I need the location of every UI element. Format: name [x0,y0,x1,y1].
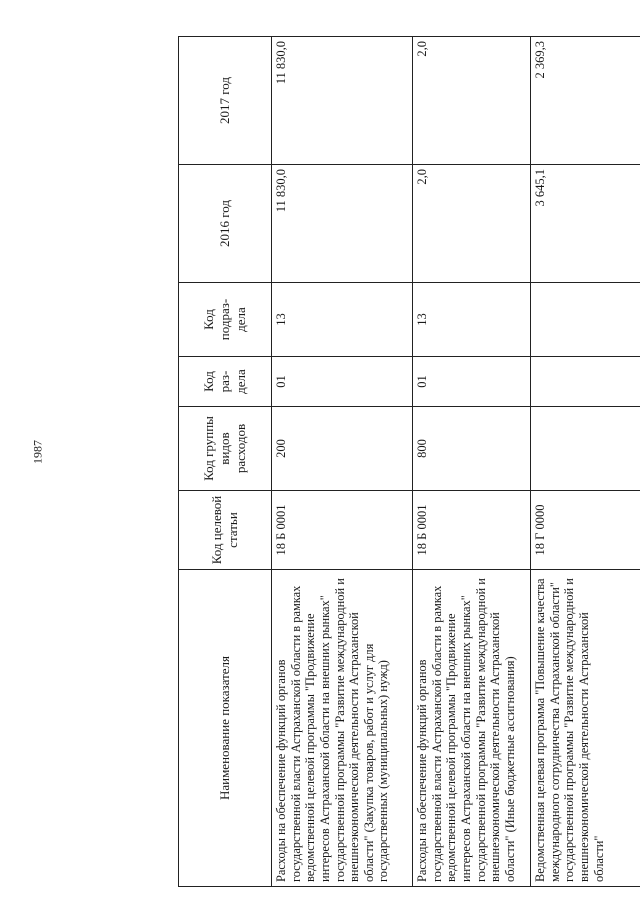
table-row [413,37,531,887]
page-number: 1987 [30,440,45,464]
cell-section: 01 [272,357,413,407]
cell-target-code: 18 Б 0001 [272,491,413,570]
cell-target-code: 18 Б 0001 [413,491,531,570]
cell-expense-group: 800 [413,407,531,491]
header-target-code: Код целевой статьи [179,491,272,570]
rotated-table-container [178,27,640,887]
header-2016: 2016 год [179,165,272,283]
cell-2016: 11 830,0 [272,165,413,283]
cell-subsection [531,283,640,357]
header-2017: 2017 год [179,37,272,165]
cell-name: Расходы на обеспечение функций органов государственной власти Астраханской области в рамках ведомственной целевой программы "Продвижение интересов Астраханской области на внешних рынках" государственной программы "Развитие международной и внешнеэкономической деятельности Астраханской области" (Иные бюджетные ассигнования) [413,570,531,887]
header-expense-group-code: Код группы видов расходов [179,407,272,491]
cell-expense-group: 200 [272,407,413,491]
cell-subsection: 13 [272,283,413,357]
cell-2017: 11 830,0 [272,37,413,165]
cell-2016: 2,0 [413,165,531,283]
cell-2017: 2 369,3 [531,37,640,165]
cell-section: 01 [413,357,531,407]
cell-expense-group [531,407,640,491]
table-row [531,37,640,887]
budget-table [178,36,640,887]
cell-2017: 2,0 [413,37,531,165]
header-section-code: Код раз- дела [179,357,272,407]
header-subsection-code: Код подраз- дела [179,283,272,357]
cell-2016: 3 645,1 [531,165,640,283]
table-header-row [179,37,272,887]
cell-section [531,357,640,407]
cell-name: Ведомственная целевая программа "Повышение качества международного сотрудничества Астраханской области" государственной программы "Развитие международной и внешнеэкономической деятельности Астраханской области" [531,570,640,887]
header-name: Наименование показателя [179,570,272,887]
cell-name: Расходы на обеспечение функций органов государственной власти Астраханской области в рамках ведомственной целевой программы "Продвижение интересов Астраханской области на внешних рынках" государственной программы "Развитие международной и внешнеэкономической деятельности Астраханской области" (Закупка товаров, работ и услуг для государственных (муниципальных) нужд) [272,570,413,887]
table-row [272,37,413,887]
cell-subsection: 13 [413,283,531,357]
cell-target-code: 18 Г 0000 [531,491,640,570]
